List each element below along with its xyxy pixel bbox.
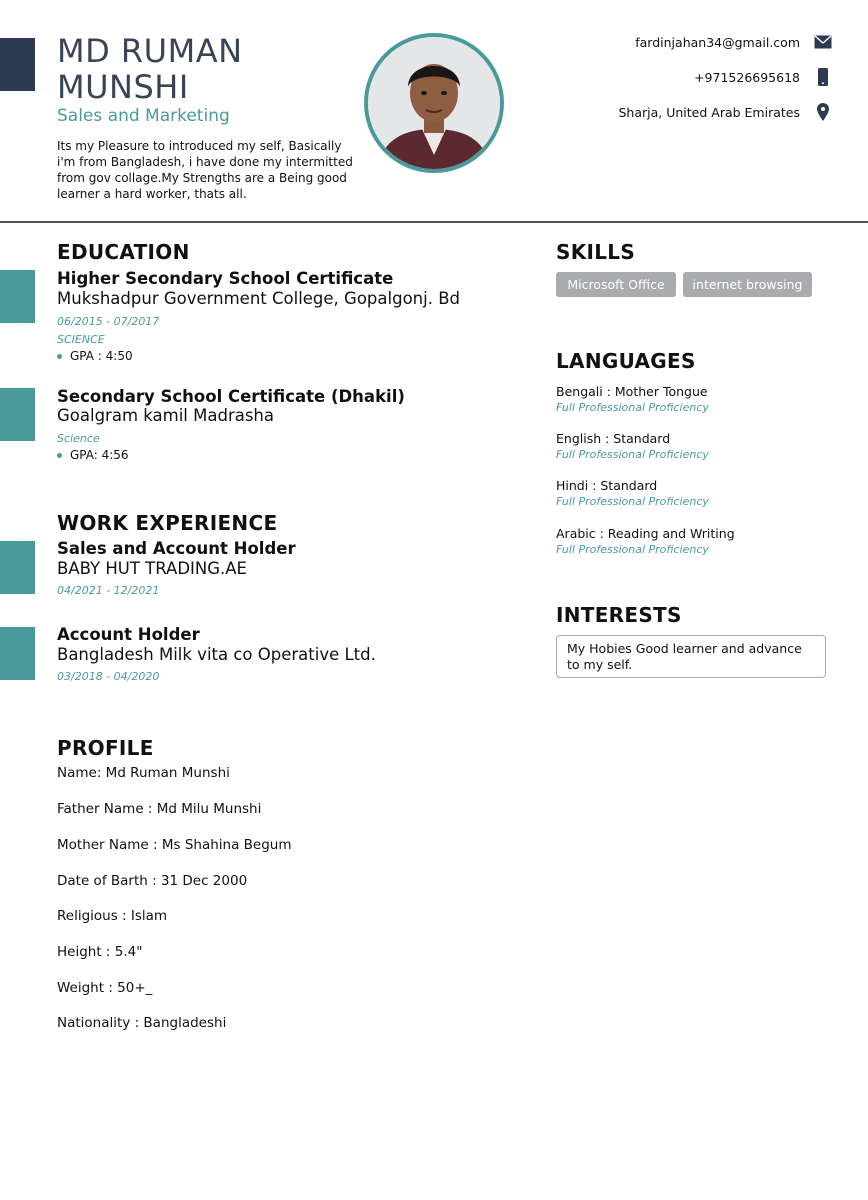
profile-photo [364,33,504,173]
language-name-4: Arabic : Reading and Writing [556,526,735,541]
header-divider [0,221,868,223]
education-degree-2: Secondary School Certificate (Dhakil) [57,387,405,406]
name-accent-bar [0,38,35,91]
phone-text: +971526695618 [694,69,800,85]
skill-tag-1: Microsoft Office [556,272,676,297]
candidate-name [57,33,243,105]
education-heading: EDUCATION [57,240,190,264]
profile-weight: Weight : 50+_ [57,980,153,996]
name-line-2: MUNSHI [57,68,189,106]
education-bullet-2 [57,448,129,462]
language-level-2: Full Professional Proficiency [556,448,709,461]
map-pin-icon [814,103,832,121]
language-level-3: Full Professional Proficiency [556,495,709,508]
education-school-2: Goalgram kamil Madrasha [57,406,275,425]
experience-dates-2: 03/2018 - 04/2020 [57,670,160,683]
languages-heading: LANGUAGES [556,349,696,373]
name-line-1: MD RUMAN [57,32,243,70]
job-title: Sales and Marketing [57,106,230,126]
contact-phone[interactable] [694,68,832,86]
experience-company-2: Bangladesh Milk vita co Operative Ltd. [57,645,376,664]
experience-marker-1 [0,541,35,594]
profile-father: Father Name : Md Milu Munshi [57,801,262,817]
profile-mother: Mother Name : Ms Shahina Begum [57,837,292,853]
experience-heading: WORK EXPERIENCE [57,511,278,535]
bullet-dot [57,453,62,458]
profile-height: Height : 5.4" [57,944,143,960]
email-text: fardinjahan34@gmail.com [635,34,800,50]
experience-company-1: BABY HUT TRADING.AE [57,559,247,578]
education-gpa-2: GPA: 4:56 [70,448,129,462]
skill-tag-2: internet browsing [683,272,812,297]
bullet-dot [57,354,62,359]
skills-heading: SKILLS [556,240,636,264]
profile-birthdate: Date of Barth : 31 Dec 2000 [57,873,248,889]
interests-heading: INTERESTS [556,603,682,627]
education-school-1: Mukshadpur Government College, Gopalgonj. Bd [57,289,460,308]
profile-nationality: Nationality : Bangladeshi [57,1015,227,1031]
language-name-1: Bengali : Mother Tongue [556,384,708,399]
profile-religion: Religious : Islam [57,908,168,924]
language-name-3: Hindi : Standard [556,478,658,493]
experience-role-2: Account Holder [57,625,200,644]
education-field-1: SCIENCE [57,333,105,346]
language-level-1: Full Professional Proficiency [556,401,709,414]
education-marker-1 [0,270,35,323]
profile-name: Name: Md Ruman Munshi [57,765,230,781]
contact-location[interactable] [619,103,833,121]
experience-role-1: Sales and Account Holder [57,539,296,558]
education-degree-1: Higher Secondary School Certificate [57,269,394,288]
education-marker-2 [0,388,35,441]
profile-heading: PROFILE [57,736,154,760]
experience-dates-1: 04/2021 - 12/2021 [57,584,160,597]
language-name-2: English : Standard [556,431,671,446]
education-bullet-1 [57,349,133,363]
education-gpa-1: GPA : 4:50 [70,349,133,363]
experience-marker-2 [0,627,35,680]
language-level-4: Full Professional Proficiency [556,543,709,556]
education-field-2: Science [57,432,100,445]
contact-email[interactable] [635,33,832,51]
interest-card: My Hobies Good learner and advance to my self. [556,635,826,678]
location-text: Sharja, United Arab Emirates [618,104,800,120]
intro-summary: Its my Pleasure to introduced my self, Basically i'm from Bangladesh, i have done my intermitted from gov collage.My Strengths are a Being good learner a hard worker, thats all. [57,139,353,201]
education-dates-1: 06/2015 - 07/2017 [57,315,160,328]
phone-icon [814,68,832,86]
envelope-icon [814,33,832,51]
